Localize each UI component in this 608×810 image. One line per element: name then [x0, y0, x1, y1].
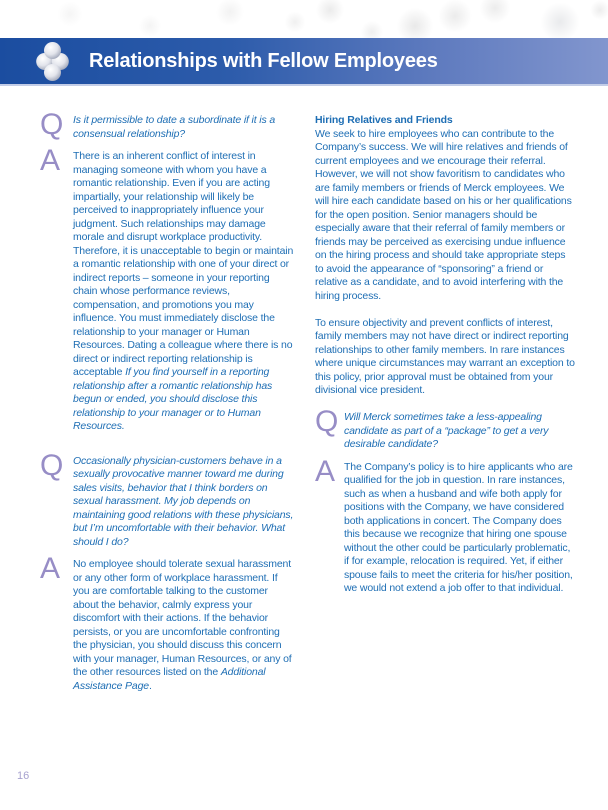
q-glyph: Q: [40, 448, 64, 482]
qa-block-1-answer: [40, 144, 295, 434]
question-text: Is it permissible to date a subordinate if it is a consensual relationship?: [73, 114, 276, 140]
right-column: [315, 114, 576, 714]
q-glyph: Q: [40, 108, 64, 141]
question-text: Occasionally physician-customers behave in a sexually provocative manner toward me during sales visits, behavior that I think borders on sexual harassment. My job depends on maintaining good relations with these physicians, but I’m uncomfortable with their behavior. What should I do?: [73, 454, 294, 548]
a-glyph: A: [315, 454, 335, 488]
answer-regular-text: There is an inherent conflict of interest in managing someone with whom you have a romantic relationship. Even if you are acting impartially, your relationship will likely be perceived to inappropriately influence your judgment. Such relationships may damage morale and disrupt workplace productivity. Therefore, it is unacceptable to begin or maintain a romantic relationship with one of your direct or indirect reports – someone in your reporting chain whose performance reviews, compensation, and promotions you may influence. You must immediately disclose the relationship to your manager or Human Resources. Dating a colleague where there is no direct or indirect reporting relationship is acceptable: [73, 150, 294, 378]
page-title: Relationships with Fellow Employees: [89, 49, 438, 72]
qa-block-2-answer: [40, 552, 295, 693]
qa-block-3-answer: [315, 454, 576, 596]
qa-block-1-question: [40, 108, 295, 141]
spheres-logo-icon: [36, 41, 69, 82]
a-glyph: A: [40, 144, 60, 177]
answer-text: The Company’s policy is to hire applicants who are qualified for the job in question. In rare instances, such as when a husband and wife both apply for positions with the Company, we have considered both applications in concert. The Company does this because we recognize that hiring one spouse without the other could be particularly problematic, if for example, relocation is required. Yet, if either spouse fails to meet the criteria for his/her position, we would not extend a job offer to that individual.: [344, 460, 573, 594]
watermark-texture: [0, 0, 608, 38]
answer-text: [73, 150, 295, 434]
content-area: [40, 108, 576, 714]
q-glyph: Q: [315, 405, 339, 438]
answer-period: .: [148, 679, 152, 692]
paragraph: We seek to hire employees who can contribute to the Company’s success. We will hire relatives and friends of current employees and we encourage their referral. However, we will not show favoritism to candidates who are family members or friends of Merck employees. We will hire each candidate based on his or her qualifications for the open position. Senior managers should be especially aware that their referral of family members or friends may be perceived as exercising undue influence on the hiring process and should take appropriate steps to avoid the appearance of “sponsoring” a friend or relative as a candidate, and to avoid interfering with the hiring process.: [315, 127, 572, 302]
question-text: Will Merck sometimes take a less-appealing candidate as part of a “package” to get a very desirable candidate?: [344, 411, 549, 450]
answer-regular-text: No employee should tolerate sexual harassment or any other form of workplace harassment. If you are comfortable talking to the customer about the behavior, calmly express your discomfort with their actions. If the behavior persists, or you are uncomfortable confronting the physician, you should discuss this concern with your manager, Human Resources, or any of the other resources listed on the: [73, 558, 292, 678]
a-glyph: A: [40, 552, 60, 585]
left-column: [40, 108, 295, 714]
paragraph: To ensure objectivity and prevent conflicts of interest, family members may not have direct or indirect reporting relationships to other family members. In rare instances where unique circumstances may warrant an exception to this policy, prior approval must be obtained from your divisional vice president.: [315, 316, 575, 396]
answer-italic-text: If you find yourself in a reporting relationship after a romantic relationship has begun or ended, you should disclose this relationship to your manager or to Human Resources.: [73, 366, 273, 432]
page-number: 16: [17, 770, 30, 782]
qa-block-2-question: [40, 448, 295, 550]
qa-block-3-question: [315, 405, 576, 452]
header-banner: [0, 38, 608, 86]
section-heading: Hiring Relatives and Friends: [315, 114, 453, 126]
answer-text: [73, 558, 295, 693]
answer-italic-text: Additional Assistance Page: [73, 666, 266, 692]
